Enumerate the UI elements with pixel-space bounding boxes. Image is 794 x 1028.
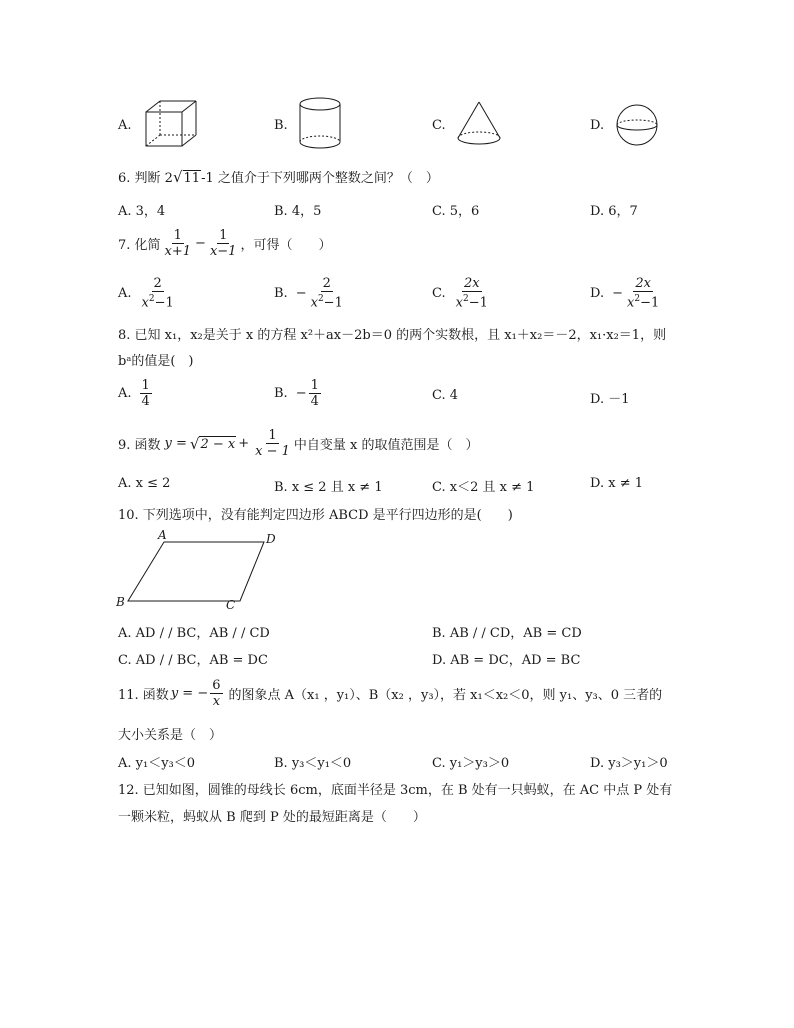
cone-icon [454,100,504,148]
q11-option-c: C. y₁＞y₃＞0 [432,756,510,771]
q6-option-d: D. 6，7 [590,204,638,219]
q7-option-d [590,276,663,310]
q5-option-d-label: D. [590,118,605,133]
q6-stem [118,167,439,186]
q8-option-a [118,378,154,409]
q11-f-num: 6 [212,678,221,693]
q6-radicand: 11 [183,171,201,186]
q10-option-d: D. AB = DC，AD = BC [432,653,581,668]
q9-f-num: 1 [268,428,277,443]
q5-option-c-label: C. [432,118,446,133]
den-base: x [455,295,463,311]
option-label: B. [274,386,288,401]
q6-suffix: -1 之值介于下列哪两个整数之间？（ ） [201,171,439,186]
den-exp: 2 [317,294,324,304]
cube-icon [140,98,202,150]
q10-option-b: B. AB / / CD，AB = CD [432,626,582,641]
den-tail: −1 [154,295,174,311]
q7-f2-num: 1 [219,228,228,243]
q9-suffix: 中自变量 x 的取值范围是（ ） [293,438,479,453]
den-base: x [310,295,318,311]
sphere-icon [612,102,662,148]
q7-stem [118,228,331,259]
q7-suffix: ，可得（ ） [240,238,332,253]
q9-option-b: B. x ≤ 2 且 x ≠ 1 [274,480,383,495]
q11-stem [118,678,662,709]
q9-plus: + [238,436,250,451]
option-label: A. [118,285,132,301]
q6-prefix: 6. 判断 2 [118,171,173,186]
q8-option-c: C. 4 [432,388,459,403]
q7-b-num: 2 [322,276,331,291]
q12-line-2: 一颗米粒，蚂蚁从 B 爬到 P 处的最短距离是（ ） [118,810,426,825]
q10-option-a: A. AD / / BC，AB / / CD [118,626,270,641]
q7-option-c [432,276,492,310]
q9-y-eq: y = [164,436,187,451]
q8-a-num: 1 [141,378,150,393]
q7-prefix: 7. 化简 [118,238,161,253]
den-base: x [627,295,635,311]
q6-option-b: B. 4，5 [274,204,322,219]
q11-option-d: D. y₃＞y₁＞0 [590,756,668,771]
q7-d-num: 2x [635,276,651,291]
q12-line-1: 12. 已知如图，圆锥的母线长 6cm，底面半径是 3cm，在 B 处有一只蚂蚁，在 AC 中点 P 处有 [118,783,673,798]
vertex-c-label: C [226,598,236,612]
den-base: x [141,295,149,311]
neg-sign: − [295,285,307,301]
option-label: D. [590,285,605,301]
den-tail: −1 [640,295,660,311]
option-label: C. [432,285,446,301]
den-tail: −1 [468,295,488,311]
q8-option-d: D. －1 [590,392,630,407]
q7-f2-den: x−1 [209,244,237,259]
sqrt-symbol: √ [189,434,200,453]
q7-minus: − [195,236,206,251]
vertex-a-label: A [158,528,167,542]
option-label: A. [118,386,132,401]
q9-radicand: 2 − x [200,436,236,452]
q9-stem [118,428,479,459]
q5-option-a-label: A. [118,118,132,133]
sqrt-symbol: √ [172,168,183,186]
neg-sign: − [612,285,623,301]
q8-line-1: 8. 已知 x₁，x₂是关于 x 的方程 x²＋ax－2b＝0 的两个实数根，且 x₁＋x₂＝－2，x₁·x₂＝1，则 [118,328,667,343]
den-exp: 2 [462,294,469,304]
q11-y-eq: y = − [170,686,209,701]
q11-line-2: 大小关系是（ ） [118,728,223,743]
q9-f-den: x − 1 [255,444,290,459]
q11-option-b: B. y₃＜y₁＜0 [274,756,352,771]
q5-option-b-label: B. [274,118,288,133]
option-label: B. [274,285,288,301]
q11-option-a: A. y₁＜y₃＜0 [118,756,196,771]
q8-line-2: bᵃ的值是( ) [118,354,194,369]
q9-option-d: D. x ≠ 1 [590,476,643,491]
den-tail: −1 [323,295,343,311]
q11-f-den: x [212,694,221,709]
q11-prefix: 11. 函数 [118,688,169,703]
q8-a-den: 4 [141,394,150,409]
q7-option-b [274,276,347,310]
q9-prefix: 9. 函数 [118,438,161,453]
neg-sign: − [295,386,307,401]
q9-option-c: C. x＜2 且 x ≠ 1 [432,480,535,495]
vertex-b-label: B [116,595,125,609]
q8-option-b [274,378,323,409]
q7-f1-den: x+1 [164,244,192,259]
vertex-d-label: D [266,532,276,546]
den-exp: 2 [148,294,155,304]
q8-b-den: 4 [310,394,319,409]
q7-a-num: 2 [153,276,162,291]
q6-option-a: A. 3，4 [118,204,166,219]
q7-option-a [118,276,178,310]
q8-b-num: 1 [310,378,319,393]
cylinder-icon [296,96,346,152]
q9-option-a: A. x ≤ 2 [118,476,171,491]
q6-option-c: C. 5，6 [432,204,480,219]
den-exp: 2 [634,294,641,304]
q10-stem: 10. 下列选项中，没有能判定四边形 ABCD 是平行四边形的是( ) [118,508,513,523]
q7-f1-num: 1 [173,228,182,243]
q7-c-num: 2x [463,276,480,291]
q11-suffix: 的图象点 A（x₁ ，y₁）、B（x₂ ，y₃），若 x₁＜x₂＜0，则 y₁、y₃、0 三者的 [228,688,663,703]
parallelogram-figure [114,528,284,612]
q10-option-c: C. AD / / BC，AB = DC [118,653,268,668]
